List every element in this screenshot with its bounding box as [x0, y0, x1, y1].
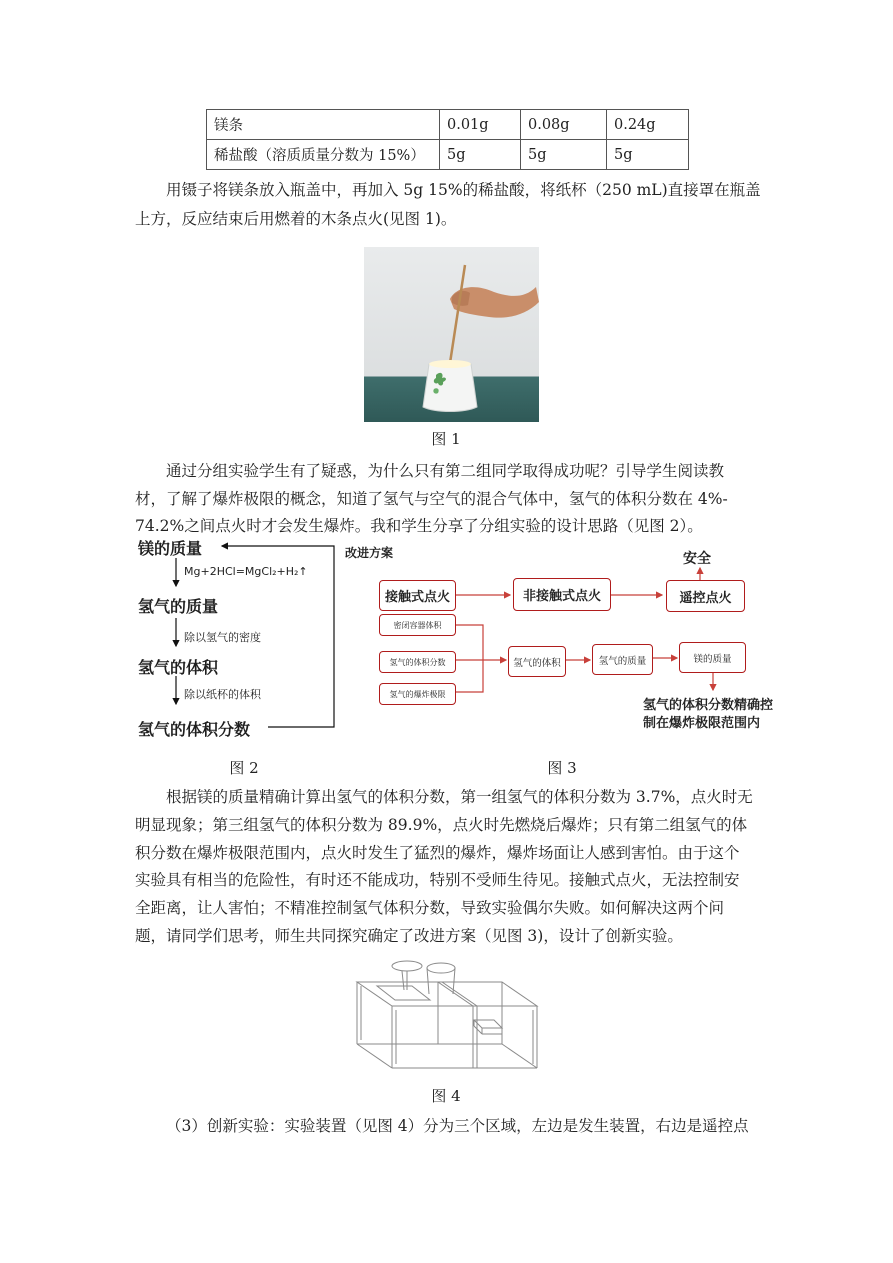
- magnesium-table: [206, 109, 689, 170]
- table-cell: 镁条: [207, 110, 440, 140]
- plan-box-hydrogen-volume: 氢气的体积: [508, 646, 566, 677]
- paragraph-line: 用镊子将镁条放入瓶盖中，再加入 5g 15%的稀盐酸，将纸杯（250 mL)直接罩在瓶盖: [166, 181, 761, 199]
- plan-safe-label: 安全: [683, 551, 711, 567]
- plan-box-container-volume: 密闭容器体积: [379, 614, 456, 636]
- table-cell: 0.24g: [607, 110, 689, 140]
- table-row: [207, 110, 689, 140]
- plan-box-contact-ignition: 接触式点火: [379, 580, 456, 611]
- paragraph-line: 积分数在爆炸极限范围内，点火时发生了猛烈的爆炸，爆炸场面让人感到害怕。由于这个: [135, 844, 740, 862]
- paragraph-line: 明显现象；第三组氢气的体积分数为 89.9%，点火时先燃烧后爆炸；只有第二组氢气的体: [135, 816, 748, 834]
- table-cell: 5g: [521, 140, 607, 170]
- plan-box-remote-ignition: 遥控点火: [666, 580, 745, 612]
- figure-1-caption: 图 1: [431, 430, 461, 448]
- paragraph-line: 74.2%之间点火时才会发生爆炸。我和学生分享了分组实验的设计思路（见图 2）。: [135, 517, 703, 535]
- paragraph-line: 题，请同学们思考，师生共同探究确定了改进方案（见图 3)，设计了创新实验。: [135, 927, 683, 945]
- plan-box-explosion-limit: 氢气的爆炸极限: [379, 683, 456, 705]
- cup-experiment-illustration: [364, 247, 539, 422]
- flow-item-magnesium-mass: 镁的质量: [138, 539, 203, 558]
- table-cell: 5g: [607, 140, 689, 170]
- plan-box-noncontact-ignition: 非接触式点火: [513, 578, 611, 611]
- paragraph-line: 材，了解了爆炸极限的概念，知道了氢气与空气的混合气体中，氢气的体积分数在 4%-: [135, 490, 728, 508]
- paragraph-line: 根据镁的质量精确计算出氢气的体积分数，第一组氢气的体积分数为 3.7%，点火时无: [166, 788, 753, 806]
- flow-step-equation: Mg+2HCl=MgCl₂+H₂↑: [184, 565, 308, 578]
- figure-3-improvement-plan: [345, 540, 785, 740]
- plan-box-volume-fraction: 氢气的体积分数: [379, 651, 456, 673]
- table-row: [207, 140, 689, 170]
- figure-2-caption: 图 2: [229, 759, 259, 777]
- paragraph-line: 上方，反应结束后用燃着的木条点火(见图 1)。: [135, 210, 457, 228]
- plan-note-line: 氢气的体积分数精确控: [643, 698, 774, 713]
- flow-item-hydrogen-volume-fraction: 氢气的体积分数: [138, 720, 251, 739]
- table-cell: 0.01g: [440, 110, 521, 140]
- figure-2-calculation-flow: [138, 534, 343, 744]
- paragraph-line: 实验具有相当的危险性，有时还不能成功，特别不受师生待见。接触式点火，无法控制安: [135, 871, 740, 889]
- paragraph-line: （3）创新实验：实验装置（见图 4）分为三个区域，左边是发生装置，右边是遥控点: [166, 1117, 749, 1135]
- figure-1-photo: [364, 247, 539, 422]
- figure-3-caption: 图 3: [547, 759, 577, 777]
- table-cell: 稀盐酸（溶质质量分数为 15%）: [207, 140, 440, 170]
- paragraph-line: 全距离，让人害怕；不精准控制氢气体积分数，导致实验偶尔失败。如何解决这两个问: [135, 899, 725, 917]
- plan-box-hydrogen-mass: 氢气的质量: [592, 644, 653, 675]
- table-cell: 0.08g: [521, 110, 607, 140]
- plan-box-magnesium-mass: 镁的质量: [679, 642, 746, 673]
- table-cell: 5g: [440, 140, 521, 170]
- flow-item-hydrogen-volume: 氢气的体积: [138, 658, 219, 677]
- plan-note-line: 制在爆炸极限范围内: [643, 716, 761, 731]
- flow-step-divide-cup-volume: 除以纸杯的体积: [184, 688, 261, 701]
- flow-item-hydrogen-mass: 氢气的质量: [138, 597, 219, 616]
- paragraph-line: 通过分组实验学生有了疑惑，为什么只有第二组同学取得成功呢？引导学生阅读教: [166, 462, 725, 480]
- flow-step-divide-density: 除以氢气的密度: [184, 631, 261, 644]
- figure-4-caption: 图 4: [431, 1087, 461, 1105]
- figure-4-apparatus-sketch: [352, 958, 542, 1080]
- plan-title: 改进方案: [345, 546, 394, 560]
